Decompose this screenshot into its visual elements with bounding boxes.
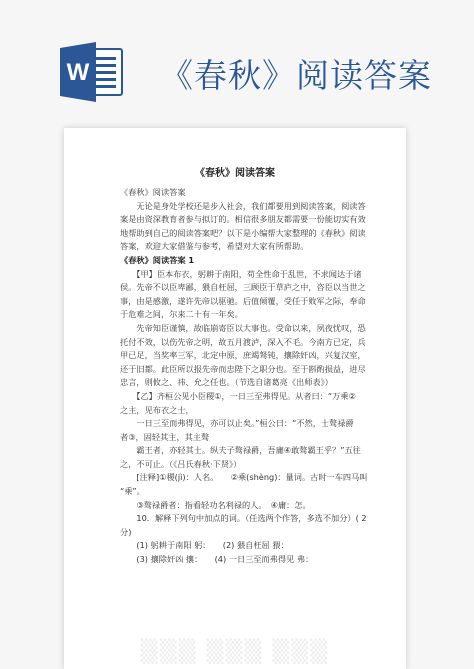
text-line: 之主，见布衣之士， xyxy=(120,404,194,415)
text-line: 者③，固轻其主，其主骜 xyxy=(120,431,210,442)
text-line: (1) 躬耕于南阳 躬： (2) 猥自枉屈 猥： xyxy=(120,540,289,551)
document-banner xyxy=(0,0,474,120)
document-body xyxy=(120,186,370,567)
text-line: 一日三至而弗得见，亦可以止矣。”桓公曰：“不然，士骜禄爵 xyxy=(120,418,354,429)
document-title: 《春秋》阅读答案 xyxy=(160,56,432,95)
text-line: 霸王者，亦轻其士。纵夫子骜禄爵，吾庸④敢骜霸王乎？”五往 xyxy=(120,445,361,456)
text-line: ③骜禄爵者：指看轻功名利禄的人。 ④庸：怎。 xyxy=(120,499,311,510)
section-heading: 《春秋》阅读答案 1 xyxy=(120,254,195,265)
text-line: 《春秋》阅读答案 xyxy=(120,187,186,197)
text-line: 先帝知臣谨慎，故临崩寄臣以大事也。受命以来，夙夜忧叹，恐 xyxy=(120,322,366,333)
text-line: 忠言，则攸之、祎、允之任也。（节选自诸葛亮《出师表》） xyxy=(120,377,333,388)
text-line: 之，不可止。（《吕氏春秋·下贤》） xyxy=(120,458,242,469)
text-line: 答案，欢迎大家借鉴与参考，希望对大家有所帮助。 xyxy=(120,241,309,252)
text-line: 于危难之间，尔来二十有一年矣。 xyxy=(120,309,243,320)
text-line: 甲已足，当奖率三军，北定中原，庶竭驽钝，攘除奸凶，兴复汉室， xyxy=(120,350,366,361)
page-title: 《春秋》阅读答案 xyxy=(195,168,275,179)
text-line: “乘”。 xyxy=(120,486,145,497)
text-line: 还于旧都。此臣所以报先帝而忠陛下之职分也。至于斟酌损益，进尽 xyxy=(120,363,366,374)
text-line: 无论是身处学校还是步入社会，我们都要用到阅读答案，阅读答 xyxy=(120,200,366,211)
text-line: 10．解释下列句中加点的词。（任选两个作答，多选不加分）( 2 xyxy=(120,513,367,524)
text-line: 地帮助到自己的阅读答案吧？以下是小编帮大家整理的《春秋》阅读 xyxy=(120,227,366,238)
text-line: 托付不效，以伤先帝之明，故五月渡泸，深入不毛。今南方已定，兵 xyxy=(120,336,366,347)
text-line: (3) 攘除奸凶 攘： (4) 一日三至而弗得见 弗： xyxy=(120,554,314,565)
text-line: 案是由资深教育者参与拟订的。相信很多朋友都需要一份能切实有效 xyxy=(120,214,366,225)
word-icon xyxy=(58,40,124,104)
text-line: 【乙】齐桓公见小臣稷①，一日三至弗得见。从者曰：“万乘② xyxy=(120,390,356,401)
watermark: ▒▒▒ ▒▒▒ ▒▒▒ xyxy=(140,640,330,665)
text-line: 侯。先帝不以臣卑鄙，猥自枉屈，三顾臣于草庐之中，咨臣以当世之 xyxy=(120,282,366,293)
text-line: 【甲】臣本布衣，躬耕于南阳，苟全性命于乱世，不求闻达于诸 xyxy=(120,268,362,279)
document-page xyxy=(64,128,406,669)
word-logo-letter: W xyxy=(66,59,90,86)
text-line: 事，由是感激，遂许先帝以驱驰。后值倾覆，受任于败军之际，奉命 xyxy=(120,295,366,306)
text-line: [注释]①稷(jì)：人名。 ②乘(shèng)：量词。古时一车四马叫 xyxy=(120,472,368,483)
text-line: 分) xyxy=(120,526,132,537)
